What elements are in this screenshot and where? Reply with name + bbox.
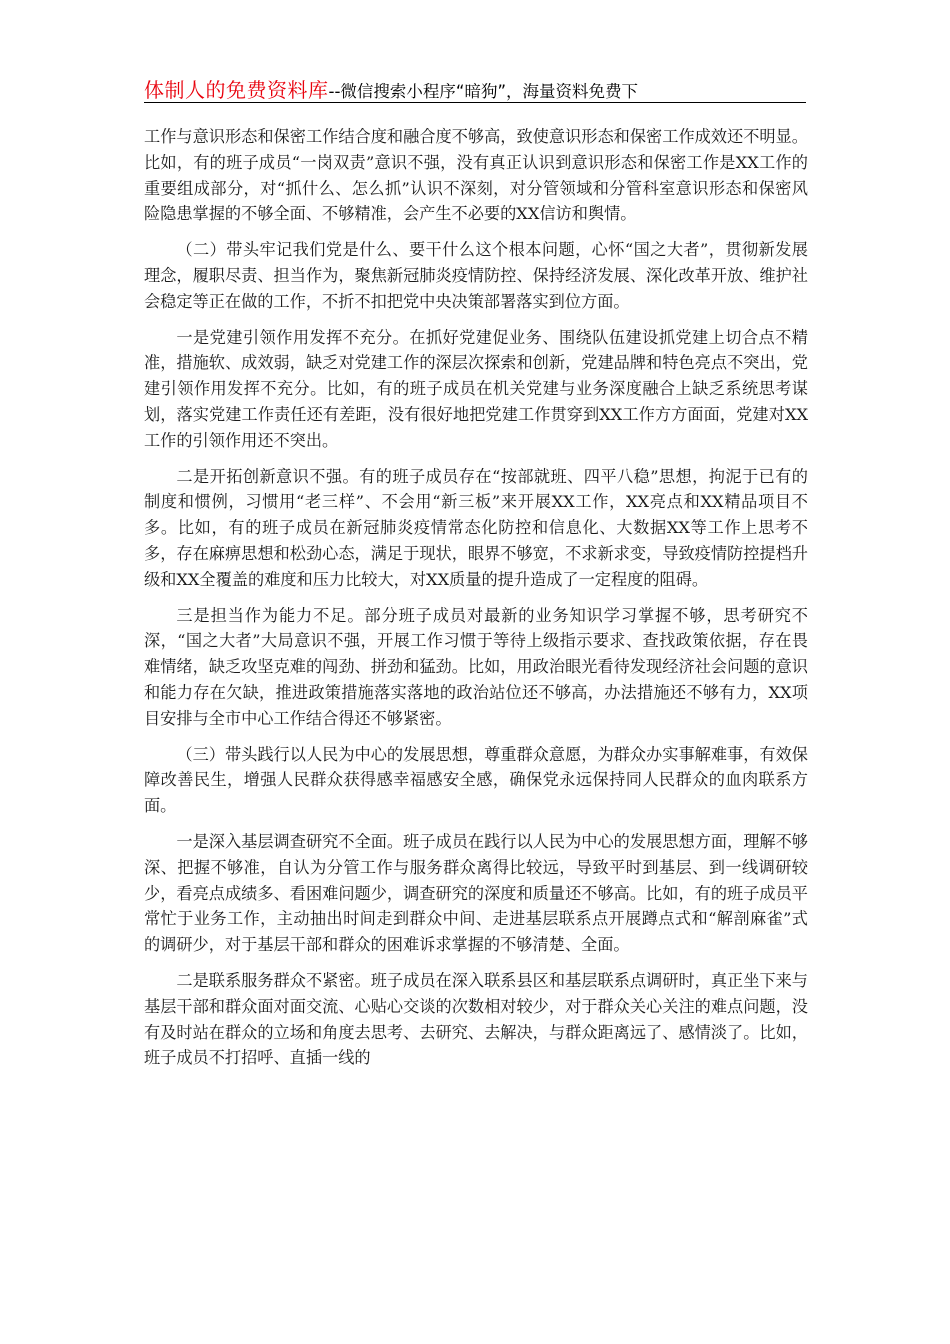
page-header — [144, 70, 806, 103]
section-heading-2: （二）带头牢记我们党是什么、要干什么这个根本问题，心怀“国之大者”，贯彻新发展理念，履职尽责、担当作为，聚焦新冠肺炎疫情防控、保持经济发展、深化改革开放、维护社会稳定等正在做的工作，不折不扣把党中央决策部署落实到位方面。 — [144, 240, 808, 311]
paragraph-continuation: 工作与意识形态和保密工作结合度和融合度不够高，致使意识形态和保密工作成效还不明显。比如，有的班子成员“一岗双责”意识不强，没有真正认识到意识形态和保密工作是XX工作的重要组成部分，对“抓什么、怎么抓”认识不深刻，对分管领域和分管科室意识形态和保密风险隐患掌握的不够全面、不够精准，会产生不必要的XX信访和舆情。 — [144, 127, 808, 224]
header-slogan: --微信搜索小程序“暗狗”，海量资料免费下 — [328, 82, 639, 101]
paragraph-point-1: 一是党建引领作用发挥不充分。在抓好党建促业务、围绕队伍建设抓党建上切合点不精准，措施软、成效弱，缺乏对党建工作的深层次探索和创新，党建品牌和特色亮点不突出，党建引领作用发挥不充分。比如，有的班子成员在机关党建与业务深度融合上缺乏系统思考谋划，落实党建工作责任还有差距，没有很好地把党建工作贯穿到XX工作方方面面，党建对XX工作的引领作用还不突出。 — [144, 327, 808, 450]
paragraph-point-2: 二是开拓创新意识不强。有的班子成员存在“按部就班、四平八稳”思想，拘泥于已有的制度和惯例，习惯用“老三样”、不会用“新三板”来开展XX工作，XX亮点和XX精品项目不多。比如，有的班子成员在新冠肺炎疫情常态化防控和信息化、大数据XX等工作上思考不多，存在麻痹思想和松劲心态，满足于现状，眼界不够宽，不求新求变，导致疫情防控提档升级和XX全覆盖的难度和压力比较大，对XX质量的提升造成了一定程度的阻碍。 — [144, 466, 808, 589]
header-brand-title: 体制人的免费资料库 — [144, 78, 329, 102]
paragraph-point-2b: 二是联系服务群众不紧密。班子成员在深入联系县区和基层联系点调研时，真正坐下来与基层干部和群众面对面交流、心贴心交谈的次数相对较少，对于群众关心关注的难点问题，没有及时站在群众的立场和角度去思考、去研究、去解决，与群众距离远了、感情淡了。比如，班子成员不打招呼、直插一线的 — [144, 970, 808, 1068]
paragraph-point-3: 三是担当作为能力不足。部分班子成员对最新的业务知识学习掌握不够，思考研究不深，“国之大者”大局意识不强，开展工作习惯于等待上级指示要求、查找政策依据，存在畏难情绪，缺乏攻坚克难的闯劲、拼劲和猛劲。比如，用政治眼光看待发现经济社会问题的意识和能力存在欠缺，推进政策措施落实落地的政治站位还不够高，办法措施还不够有力，XX项目安排与全市中心工作结合得还不够紧密。 — [144, 605, 808, 728]
section-heading-3: （三）带头践行以人民为中心的发展思想，尊重群众意愿，为群众办实事解难事，有效保障改善民生，增强人民群众获得感幸福感安全感，确保党永远保持同人民群众的血肉联系方面。 — [144, 744, 808, 816]
document-body — [144, 124, 808, 1081]
paragraph-point-1b: 一是深入基层调查研究不全面。班子成员在践行以人民为中心的发展思想方面，理解不够深、把握不够准，自认为分管工作与服务群众离得比较远，导致平时到基层、到一线调研较少，看亮点成绩多、看困难问题少，调查研究的深度和质量还不够高。比如，有的班子成员平常忙于业务工作，主动抽出时间走到群众中间、走进基层联系点开展蹲点式和“解剖麻雀”式的调研少，对于基层干部和群众的困难诉求掌握的不够清楚、全面。 — [144, 831, 808, 955]
